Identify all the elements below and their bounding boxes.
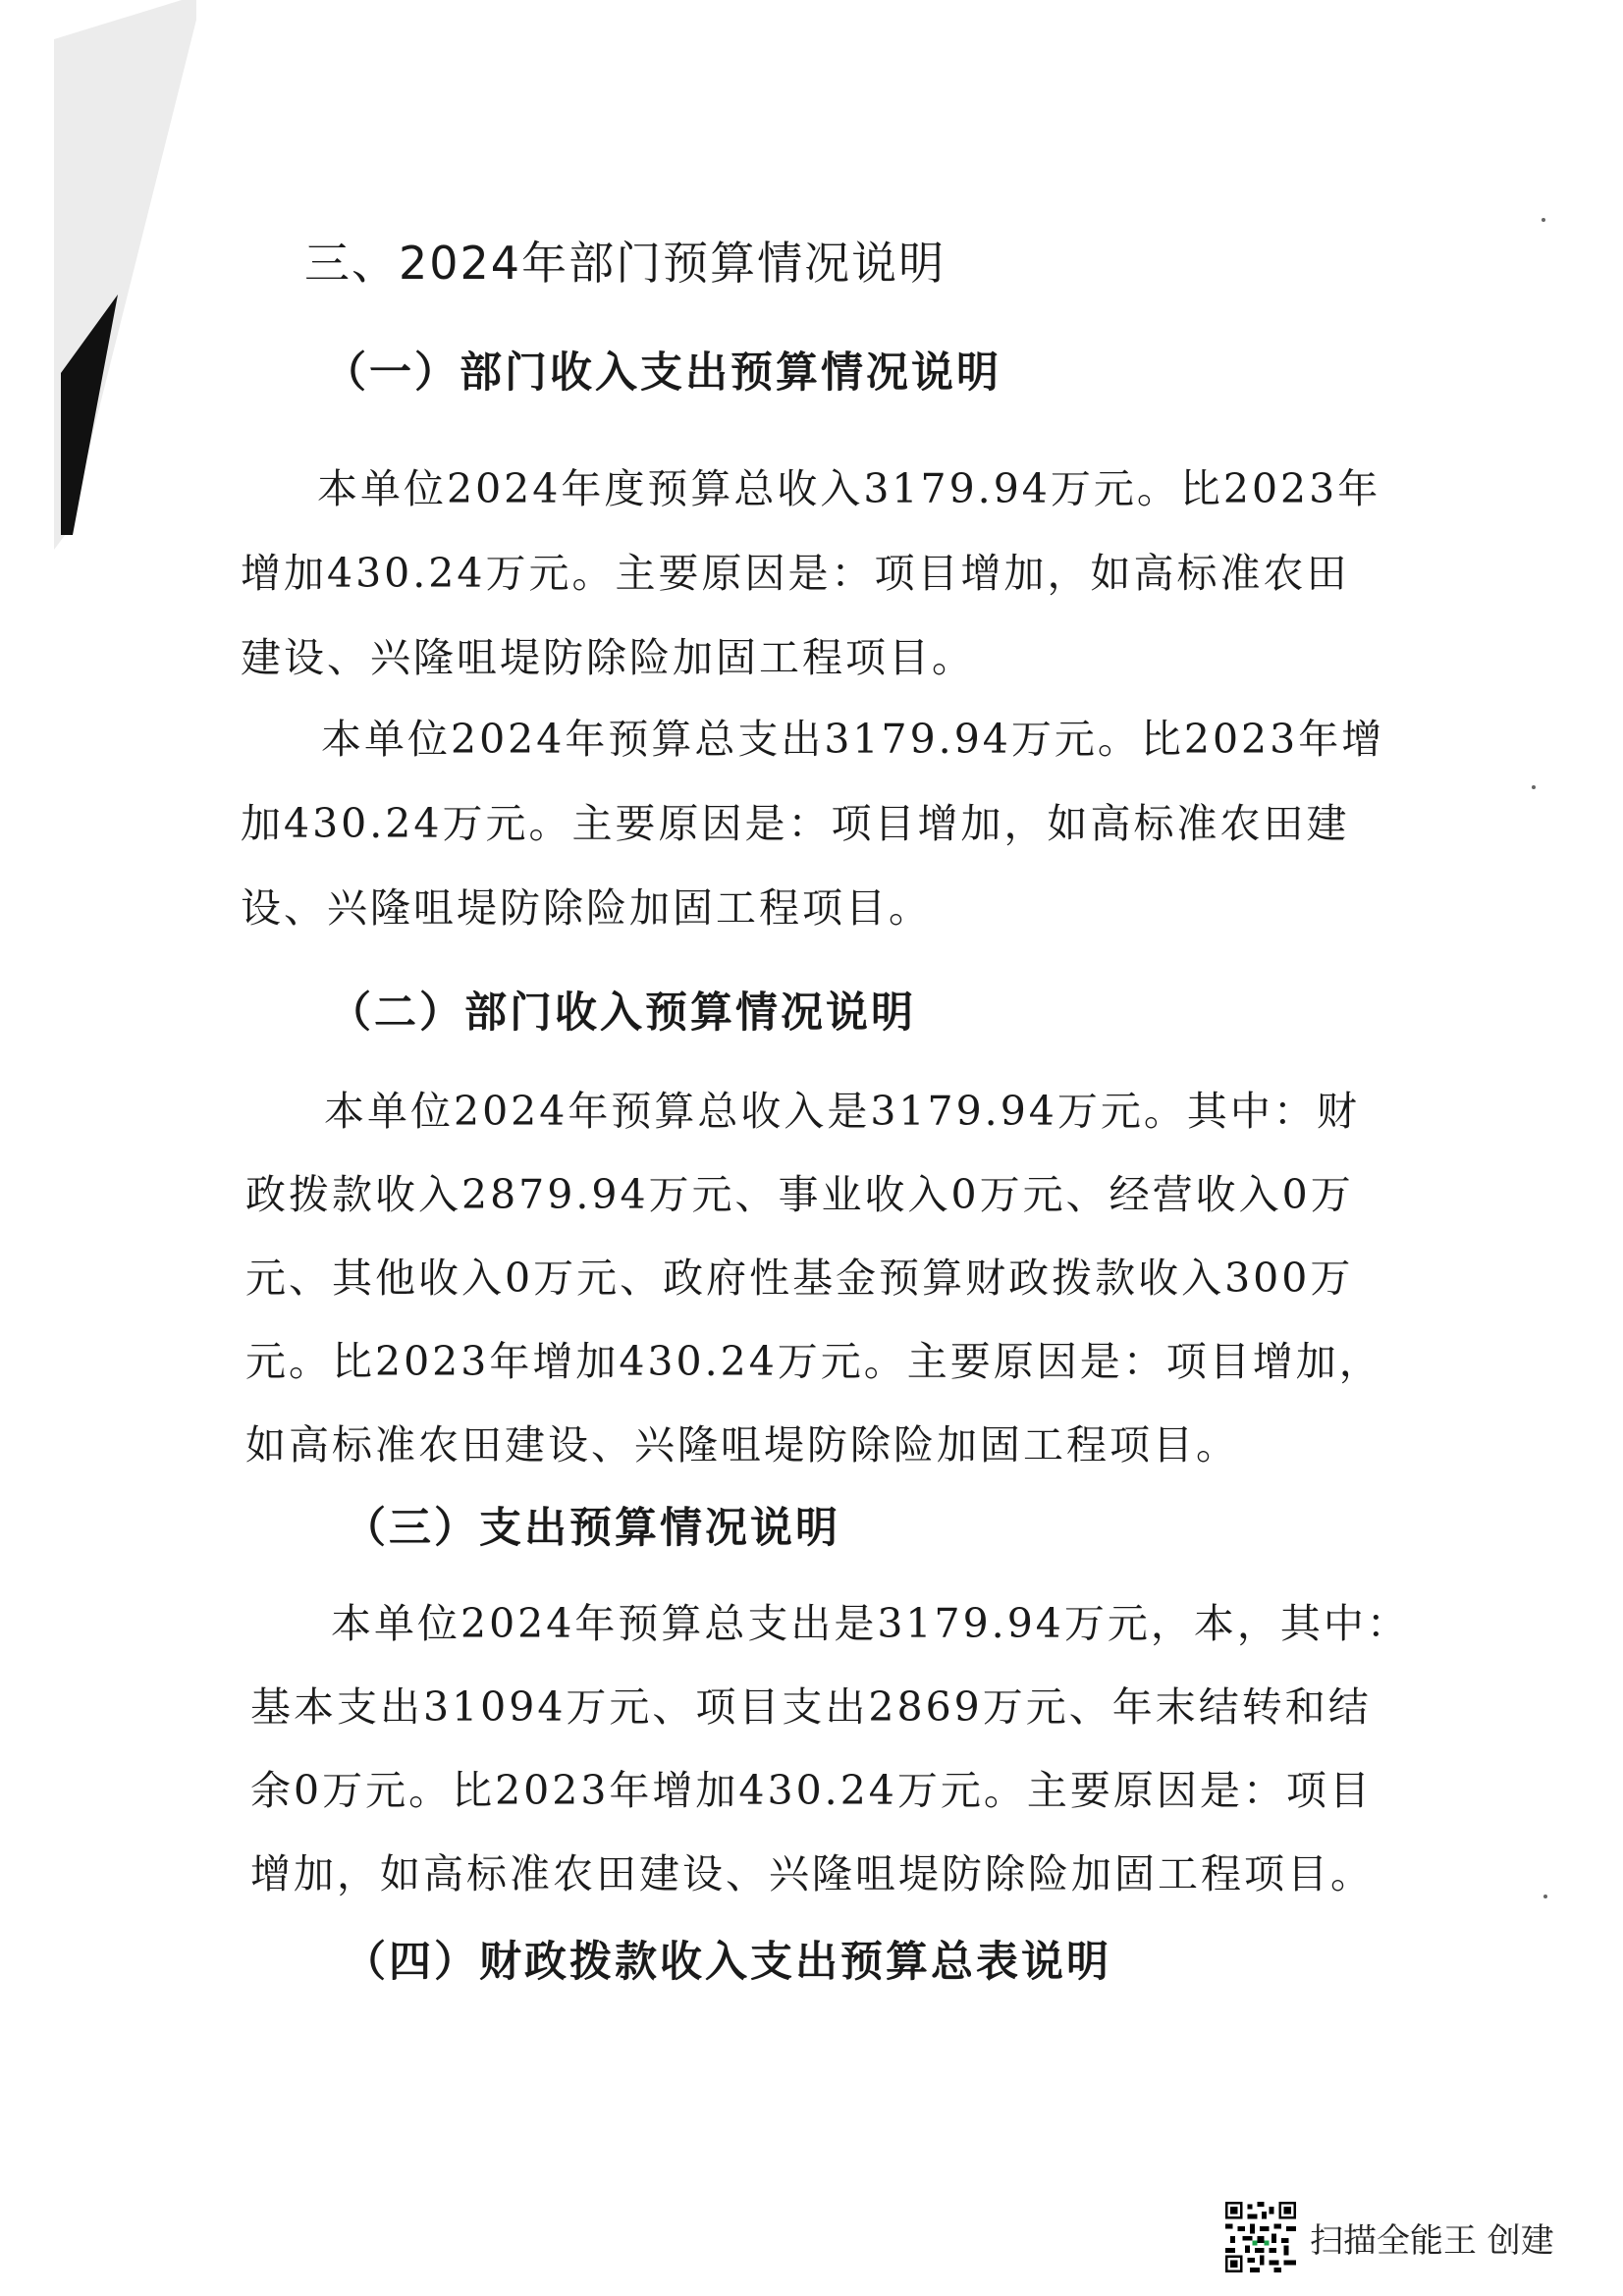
text-line: 本单位2024年预算总收入是3179.94万元。其中：财 <box>324 1088 1360 1135</box>
section-2-heading: （二）部门收入预算情况说明 <box>329 988 916 1038</box>
section-2-paragraph-1 <box>245 1070 1382 1487</box>
section-4-heading: （四）财政拨款收入支出预算总表说明 <box>344 1938 1111 1987</box>
text-line: 元、其他收入0万元、政府性基金预算财政拨款收入300万 <box>245 1255 1354 1302</box>
text-line: 余0万元。比2023年增加430.24万元。主要原因是：项目 <box>250 1767 1373 1814</box>
section-1-paragraph-1 <box>241 447 1380 700</box>
scan-speck <box>1542 218 1545 222</box>
text-line: 元。比2023年增加430.24万元。主要原因是：项目增加， <box>245 1338 1382 1385</box>
section-1-heading: （一）部门收入支出预算情况说明 <box>324 348 1001 398</box>
section-3-heading: （三）支出预算情况说明 <box>344 1504 840 1553</box>
text-line: 建设、兴隆咀堤防除险加固工程项目。 <box>241 634 975 681</box>
text-line: 如高标准农田建设、兴隆咀堤防除险加固工程项目。 <box>245 1421 1239 1468</box>
scanner-watermark-text: 扫描全能王 创建 <box>1310 2220 1554 2261</box>
text-line: 增加，如高标准农田建设、兴隆咀堤防除险加固工程项目。 <box>250 1850 1374 1897</box>
section-1-paragraph-2 <box>241 697 1384 950</box>
scan-speck <box>1532 785 1536 789</box>
scan-shadow-edge <box>0 0 196 550</box>
section-3-paragraph-1 <box>250 1582 1410 1916</box>
text-line: 设、兴隆咀堤防除险加固工程项目。 <box>241 884 932 932</box>
document-title: 三、2024年部门预算情况说明 <box>304 237 947 290</box>
scanner-watermark <box>1225 2203 1554 2271</box>
text-line: 本单位2024年度预算总收入3179.94万元。比2023年 <box>317 465 1381 512</box>
text-line: 基本支出31094万元、项目支出2869万元、年末结转和结 <box>250 1683 1372 1731</box>
text-line: 加430.24万元。主要原因是：项目增加，如高标准农田建 <box>241 800 1350 847</box>
text-line: 政拨款收入2879.94万元、事业收入0万元、经营收入0万 <box>245 1171 1354 1218</box>
scan-speck <box>1543 1895 1547 1898</box>
text-line: 本单位2024年预算总支出是3179.94万元，本，其中： <box>331 1600 1410 1647</box>
text-line: 增加430.24万元。主要原因是：项目增加，如高标准农田 <box>241 550 1350 597</box>
text-line: 本单位2024年预算总支出3179.94万元。比2023年增 <box>321 716 1385 763</box>
qr-code-icon <box>1225 2202 1296 2272</box>
